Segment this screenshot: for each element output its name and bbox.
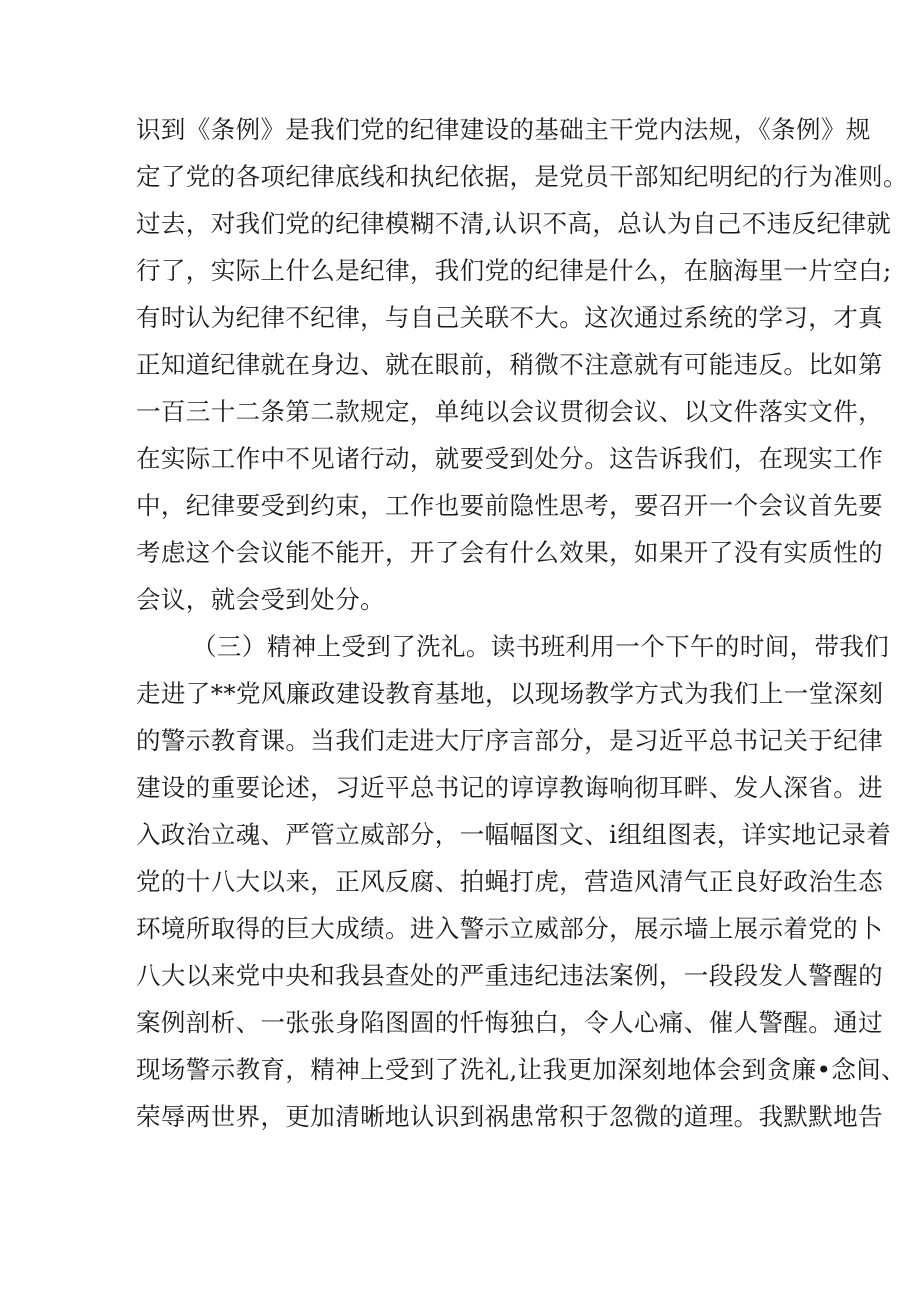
paragraph-1-line-6: 正知道纪律就在身边、就在眼前，稍微不注意就有可能违反。比如第 (136, 350, 883, 379)
paragraph-2-line-2: 走进了**党风廉政建设教育基地，以现场教学方式为我们上一堂深刻 (136, 679, 884, 708)
paragraph-2-line-5: 入政治立魂、严管立威部分，一幅幅图文、i组组图表，详实地记录着 (136, 820, 892, 849)
paragraph-2-line-7: 环境所取得的巨大成绩。进入警示立威部分，展示墙上展示着党的卜 (136, 914, 883, 943)
paragraph-1-line-5: 有时认为纪律不纪律，与自己关联不大。这次通过系统的学习，才真 (136, 303, 883, 332)
paragraph-1-line-10: 考虑这个会议能不能开，开了会有什么效果，如果开了没有实质性的 (136, 538, 883, 567)
paragraph-2-line-1: （三）精神上受到了洗礼。读书班利用一个下午的时间，带我们 (192, 632, 890, 661)
paragraph-1-line-7: 一百三十二条第二款规定，单纯以会议贯彻会议、以文件落实文件， (136, 397, 883, 426)
paragraph-2-line-6: 党的十八大以来，正风反腐、拍蝇打虎，营造风清气正良好政治生态 (136, 867, 883, 896)
paragraph-2-line-4: 建设的重要论述，习近平总书记的谆谆教诲响彻耳畔、发人深省。进 (136, 773, 883, 802)
paragraph-1-line-9: 中，纪律要受到约束，工作也要前隐性思考，要召开一个会议首先要 (136, 491, 883, 520)
paragraph-2-line-10: 现场警示教育，精神上受到了洗礼,让我更加深刻地体会到贪廉•念间、 (136, 1055, 907, 1084)
paragraph-1-line-8: 在实际工作中不见诸行动，就要受到处分。这告诉我们，在现实工作 (136, 444, 883, 473)
paragraph-2-line-3: 的警示教育课。当我们走进大厅序言部分，是习近平总书记关于纪律 (136, 726, 883, 755)
paragraph-2-line-11: 荣辱两世界，更加清晰地认识到祸患常积于忽微的道理。我默默地告 (136, 1102, 883, 1131)
paragraph-2-line-9: 案例剖析、一张张身陷图圄的忏悔独白，令人心痛、催人警醒。通过 (136, 1008, 883, 1037)
paragraph-1-line-2: 定了党的各项纪律底线和执纪依据，是党员干部知纪明纪的行为准则。 (136, 162, 908, 191)
paragraph-1-line-1: 识到《条例》是我们党的纪律建设的基础主干党内法规，《条例》规 (136, 115, 871, 144)
paragraph-1-line-4: 行了，实际上什么是纪律，我们党的纪律是什么，在脑海里一片空白; (136, 256, 892, 285)
paragraph-1-line-11: 会议，就会受到处分。 (136, 585, 385, 614)
paragraph-2-line-8: 八大以来党中央和我县查处的严重违纪违法案例，一段段发人警醒的 (136, 961, 883, 990)
paragraph-1-line-3: 过去，对我们党的纪律模糊不清,认识不高，总认为自己不违反纪律就 (136, 209, 892, 238)
